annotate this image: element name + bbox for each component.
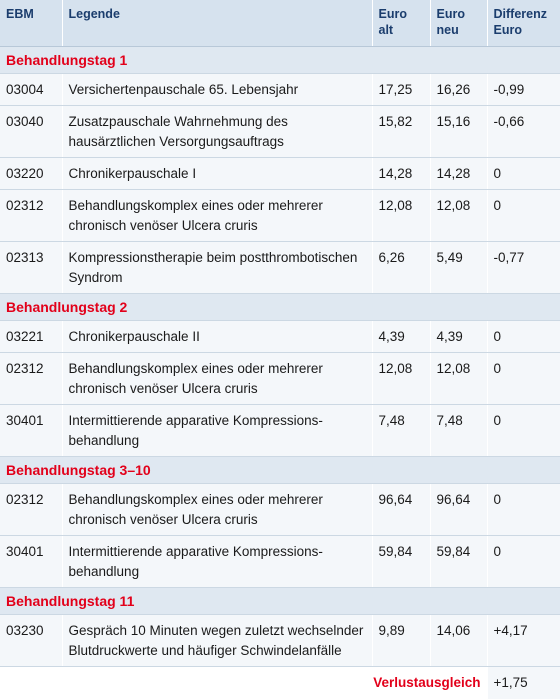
section-title: Behandlungstag 1 xyxy=(0,47,560,74)
cell-differenz: 0 xyxy=(487,405,560,457)
cell-ebm: 03220 xyxy=(0,158,62,190)
total-label: Verlustausgleich xyxy=(0,667,487,699)
cell-differenz: 0 xyxy=(487,158,560,190)
cell-differenz: 0 xyxy=(487,536,560,588)
table-row xyxy=(0,536,560,588)
table-row xyxy=(0,321,560,353)
table-row xyxy=(0,190,560,242)
cell-euro-neu: 96,64 xyxy=(430,484,487,536)
cell-legende: Zusatzpauschale Wahrnehmung des hausärztlichen Versorgungsauftrags xyxy=(62,106,372,158)
cell-ebm: 02312 xyxy=(0,190,62,242)
cell-legende: Kompressionstherapie beim postthrombotischen Syndrom xyxy=(62,242,372,294)
section-row xyxy=(0,294,560,321)
cell-ebm: 02312 xyxy=(0,484,62,536)
cell-ebm: 03040 xyxy=(0,106,62,158)
cell-euro-alt: 17,25 xyxy=(372,74,430,106)
cell-differenz: 0 xyxy=(487,484,560,536)
cell-differenz: -0,77 xyxy=(487,242,560,294)
table-row xyxy=(0,484,560,536)
cell-differenz: 0 xyxy=(487,353,560,405)
cell-euro-alt: 14,28 xyxy=(372,158,430,190)
cell-legende: Versichertenpauschale 65. Lebensjahr xyxy=(62,74,372,106)
cell-differenz: 0 xyxy=(487,321,560,353)
header-euro-neu: Euro neu xyxy=(430,0,487,47)
table-row xyxy=(0,158,560,190)
cell-euro-alt: 12,08 xyxy=(372,353,430,405)
cell-euro-alt: 7,48 xyxy=(372,405,430,457)
cell-legende: Chronikerpauschale I xyxy=(62,158,372,190)
table-row xyxy=(0,615,560,667)
cell-euro-alt: 15,82 xyxy=(372,106,430,158)
cell-ebm: 02313 xyxy=(0,242,62,294)
cell-euro-neu: 4,39 xyxy=(430,321,487,353)
cell-euro-neu: 7,48 xyxy=(430,405,487,457)
table-row xyxy=(0,242,560,294)
total-row xyxy=(0,667,560,699)
cell-differenz: -0,66 xyxy=(487,106,560,158)
cell-euro-alt: 59,84 xyxy=(372,536,430,588)
section-row xyxy=(0,588,560,615)
cell-ebm: 30401 xyxy=(0,536,62,588)
cell-ebm: 03221 xyxy=(0,321,62,353)
table-row xyxy=(0,74,560,106)
cell-euro-neu: 12,08 xyxy=(430,190,487,242)
header-differenz: Differenz Euro xyxy=(487,0,560,47)
cell-legende: Behandlungskomplex eines oder mehrerer chronisch venöser Ulcera cruris xyxy=(62,484,372,536)
cell-euro-alt: 96,64 xyxy=(372,484,430,536)
cell-euro-neu: 59,84 xyxy=(430,536,487,588)
table-row xyxy=(0,106,560,158)
header-legende: Legende xyxy=(62,0,372,47)
section-title: Behandlungstag 11 xyxy=(0,588,560,615)
cell-ebm: 03004 xyxy=(0,74,62,106)
header-euro-alt: Euro alt xyxy=(372,0,430,47)
cell-ebm: 30401 xyxy=(0,405,62,457)
cell-ebm: 03230 xyxy=(0,615,62,667)
cell-differenz: -0,99 xyxy=(487,74,560,106)
cell-euro-alt: 9,89 xyxy=(372,615,430,667)
cell-euro-neu: 14,06 xyxy=(430,615,487,667)
cell-ebm: 02312 xyxy=(0,353,62,405)
cell-legende: Behandlungskomplex eines oder mehrerer chronisch venöser Ulcera cruris xyxy=(62,190,372,242)
table-row xyxy=(0,405,560,457)
cell-euro-neu: 5,49 xyxy=(430,242,487,294)
cell-differenz: 0 xyxy=(487,190,560,242)
cell-euro-alt: 4,39 xyxy=(372,321,430,353)
cell-euro-alt: 12,08 xyxy=(372,190,430,242)
total-value: +1,75 xyxy=(487,667,560,699)
cell-euro-neu: 12,08 xyxy=(430,353,487,405)
cell-euro-neu: 14,28 xyxy=(430,158,487,190)
cell-legende: Chronikerpauschale II xyxy=(62,321,372,353)
cell-differenz: +4,17 xyxy=(487,615,560,667)
section-title: Behandlungstag 2 xyxy=(0,294,560,321)
header-ebm: EBM xyxy=(0,0,62,47)
cell-legende: Intermittierende apparative Kompressionsbehandlung xyxy=(62,405,372,457)
header-row xyxy=(0,0,560,47)
section-row xyxy=(0,47,560,74)
table-row xyxy=(0,353,560,405)
cell-legende: Behandlungskomplex eines oder mehrerer chronisch venöser Ulcera cruris xyxy=(62,353,372,405)
section-title: Behandlungstag 3–10 xyxy=(0,457,560,484)
cell-legende: Gespräch 10 Minuten wegen zuletzt wechselnder Blutdruckwerte und häufiger Schwindelanfälle xyxy=(62,615,372,667)
cell-legende: Intermittierende apparative Kompressionsbehandlung xyxy=(62,536,372,588)
cell-euro-neu: 15,16 xyxy=(430,106,487,158)
cell-euro-neu: 16,26 xyxy=(430,74,487,106)
cell-euro-alt: 6,26 xyxy=(372,242,430,294)
section-row xyxy=(0,457,560,484)
